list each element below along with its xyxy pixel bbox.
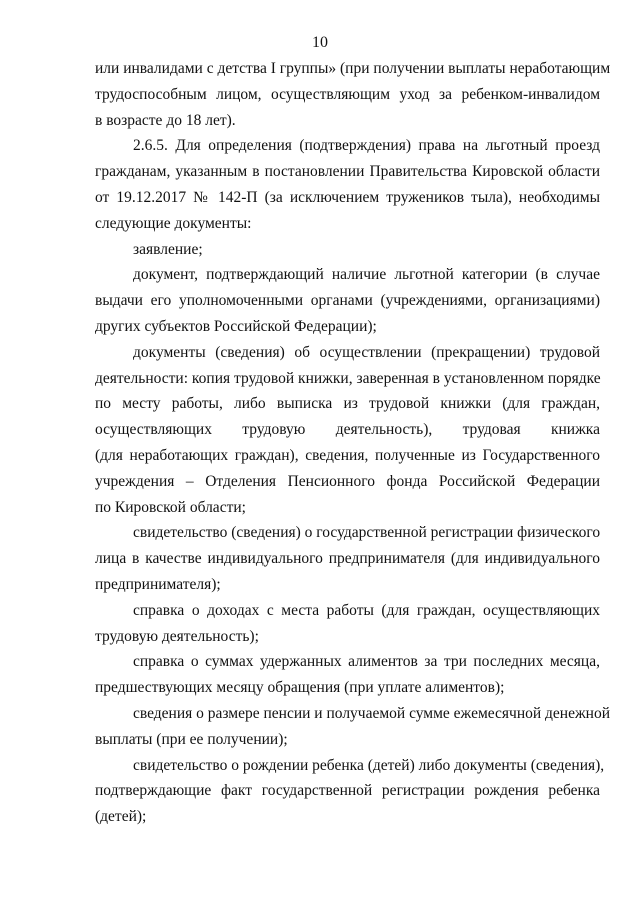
text-line: или инвалидами с детства I группы» (при получении выплаты неработающим: [95, 60, 611, 77]
text-line: подтверждающие факт государственной регистрации рождения ребенка: [95, 782, 600, 800]
text-line: документы (сведения) об осуществлении (прекращении) трудовой: [133, 343, 600, 361]
text-line: предшествующих месяцу обращения (при уплате алиментов);: [95, 679, 505, 697]
text-line: свидетельство (сведения) о государственной регистрации физического: [133, 524, 601, 542]
text-line: (детей);: [95, 808, 147, 826]
text-line: предпринимателя);: [95, 575, 221, 593]
text-line: осуществляющих трудовую деятельность), трудовая книжка: [95, 421, 600, 439]
text-line: лица в качестве индивидуального предпринимателя (для индивидуального: [95, 550, 600, 568]
text-line: трудоспособным лицом, осуществляющим уход за ребенком-инвалидом: [95, 85, 600, 103]
text-line: трудовую деятельность);: [95, 627, 259, 645]
text-line: свидетельство о рождении ребенка (детей) либо документы (сведения),: [133, 756, 605, 774]
text-line: других субъектов Российской Федерации);: [95, 317, 377, 335]
text-line: справка о доходах с места работы (для граждан, осуществляющих: [133, 601, 600, 619]
text-line: гражданам, указанным в постановлении Правительства Кировской области: [95, 163, 600, 181]
text-line: выплаты (при ее получении);: [95, 730, 288, 748]
document-body: [95, 56, 611, 830]
text-line: от 19.12.2017 № 142-П (за исключением тружеников тыла), необходимы: [95, 188, 600, 206]
text-line: учреждения – Отделения Пенсионного фонда Российской Федерации: [95, 472, 600, 490]
text-line: сведения о размере пенсии и получаемой сумме ежемесячной денежной: [133, 704, 611, 722]
text-line: (для неработающих граждан), сведения, полученные из Государственного: [95, 446, 600, 464]
text-line: 2.6.5. Для определения (подтверждения) права на льготный проезд: [133, 137, 600, 155]
text-line: деятельности: копия трудовой книжки, заверенная в установленном порядке: [95, 369, 601, 387]
text-line: по месту работы, либо выписка из трудовой книжки (для граждан,: [95, 395, 600, 413]
page-number: 10: [312, 34, 328, 51]
text-line: по Кировской области;: [95, 498, 246, 516]
text-line: документ, подтверждающий наличие льготной категории (в случае: [133, 266, 600, 284]
text-line: выдачи его уполномоченными органами (учреждениями, организациями): [95, 292, 600, 310]
text-line: следующие документы:: [95, 214, 252, 232]
text-line: заявление;: [133, 240, 203, 258]
text-line: справка о суммах удержанных алиментов за три последних месяца,: [133, 653, 600, 671]
text-line: в возрасте до 18 лет).: [95, 111, 236, 129]
